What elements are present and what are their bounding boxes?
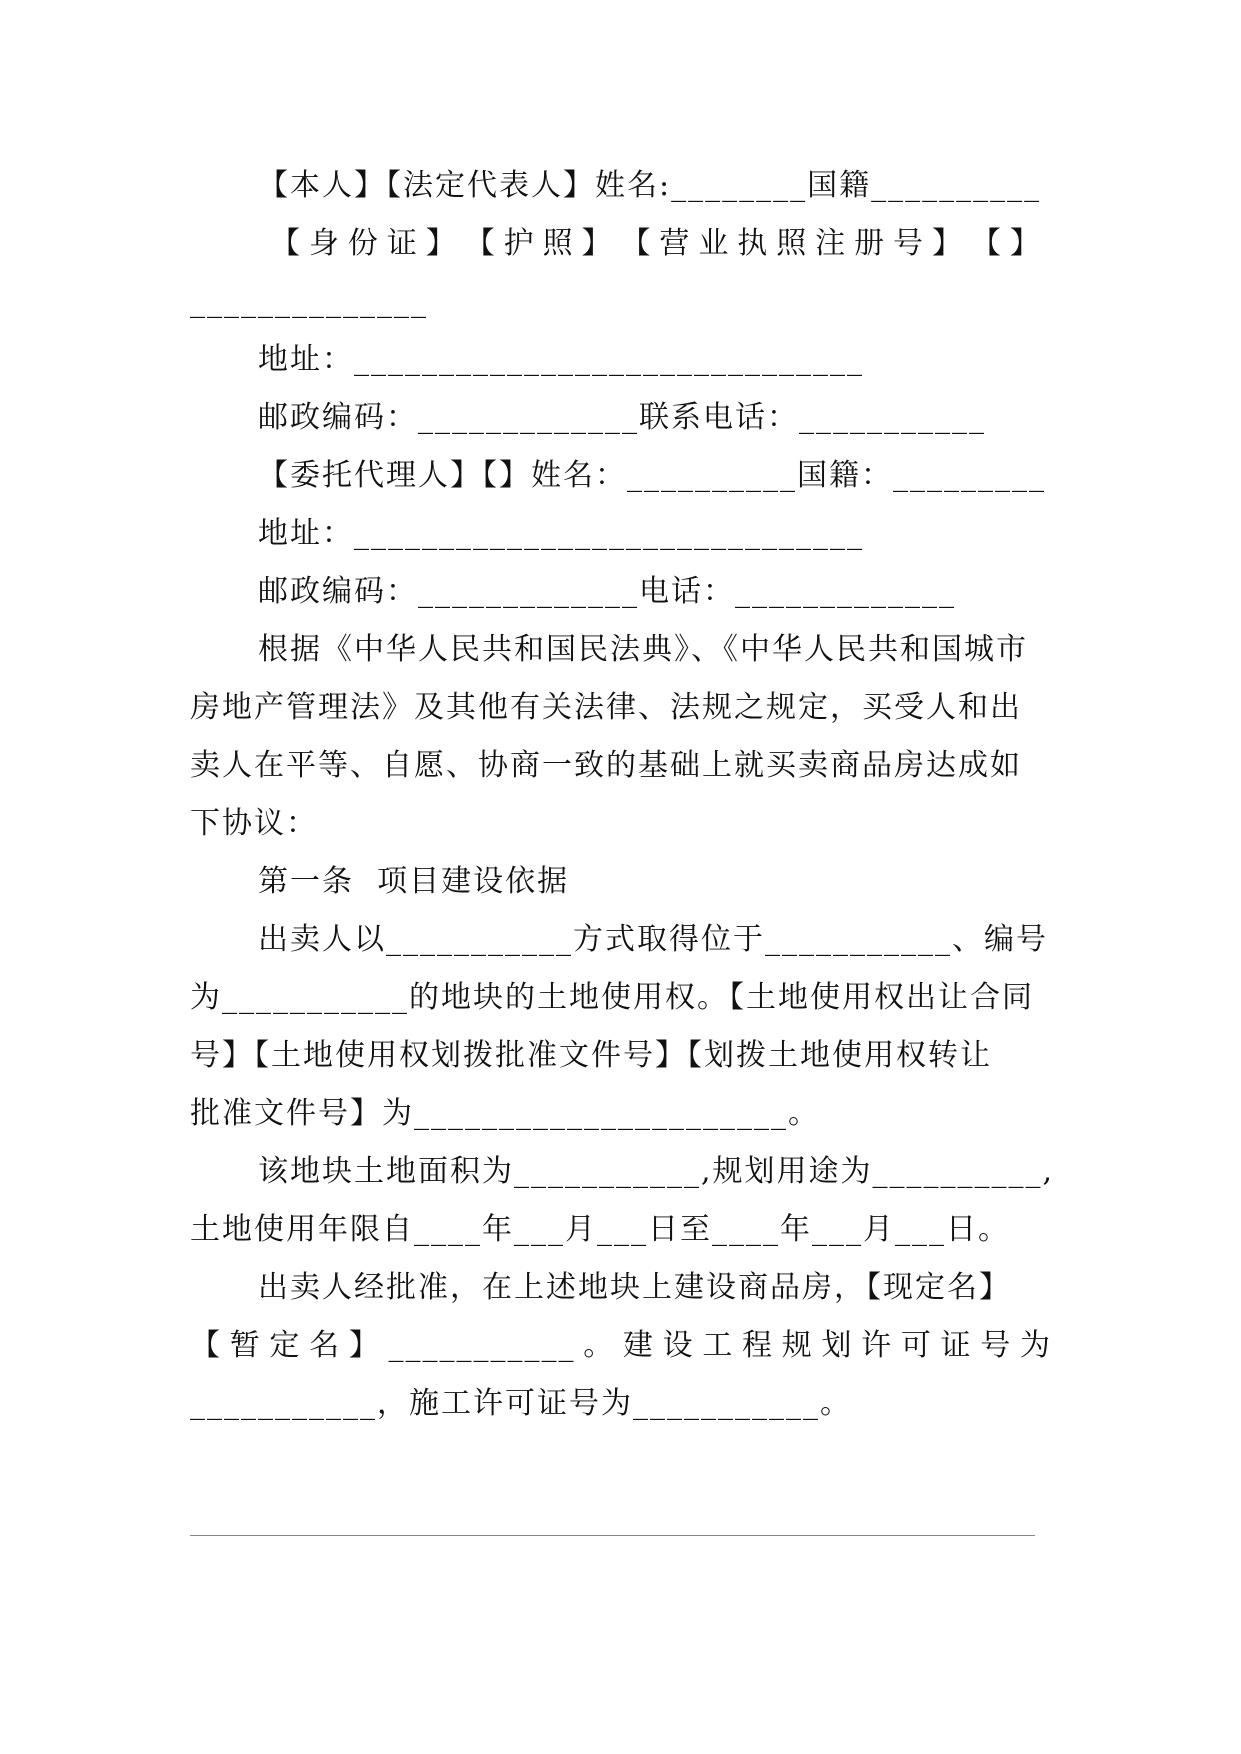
- l21-segment: 许: [861, 1328, 894, 1363]
- l2-segment: 照: [542, 226, 575, 261]
- l21-segment: 建: [622, 1328, 655, 1363]
- l21-segment: 为: [1019, 1328, 1052, 1363]
- l21-segment: 可: [900, 1328, 933, 1363]
- l2-segment: 】: [581, 226, 614, 261]
- article-1-para-1-line-3: 号】【土地使用权划拨批准文件号】【划拨土地使用权转让: [190, 1038, 992, 1073]
- l2-segment: 执: [737, 226, 770, 261]
- preamble-line-1: 根据《中华人民共和国民法典》、《中华人民共和国城市: [258, 632, 1028, 667]
- l21-segment: ___________: [388, 1328, 576, 1363]
- l21-segment: 定: [269, 1328, 302, 1363]
- article-1-para-3-line-2: [190, 1326, 1052, 1366]
- l21-segment: 规: [781, 1328, 814, 1363]
- l2-segment: 【: [620, 226, 653, 261]
- l21-segment: 程: [742, 1328, 775, 1363]
- preamble-line-3: 卖人在平等、自愿、协商一致的基础上就买卖商品房达成如: [190, 748, 1022, 783]
- l2-segment: 号: [893, 226, 925, 261]
- l21-segment: 证: [940, 1328, 973, 1363]
- footer-rule: [190, 1535, 1035, 1536]
- article-1-para-3-line-1: 出卖人经批准，在上述地块上建设商品房，【现定名】: [258, 1270, 1011, 1305]
- l2-segment: 【: [464, 226, 497, 261]
- agent-name-line: 【委托代理人】【】姓名：__________国籍：_________: [258, 458, 1046, 493]
- l21-segment: 【: [190, 1328, 222, 1363]
- id-document-type-line: [270, 224, 1042, 264]
- l2-segment: 照: [776, 226, 809, 261]
- l21-segment: 号: [980, 1328, 1013, 1363]
- l2-segment: 护: [503, 226, 536, 261]
- preamble-line-2: 房地产管理法》及其他有关法律、法规之规定，买受人和出: [190, 690, 1022, 725]
- l21-segment: 。: [583, 1328, 616, 1363]
- id-number-blank-line: ______________: [190, 284, 428, 319]
- article-1-para-1-line-4: 批准文件号】为______________________。: [190, 1096, 820, 1131]
- l2-segment: 【: [970, 226, 1003, 261]
- preamble-line-4: 下协议：: [190, 806, 318, 841]
- l21-segment: 工: [702, 1328, 735, 1363]
- l2-segment: 】: [425, 226, 458, 261]
- l21-segment: 划: [821, 1328, 854, 1363]
- l2-segment: 册: [854, 226, 887, 261]
- seller-address-line: 地址：______________________________: [258, 342, 864, 377]
- l21-segment: 名: [309, 1328, 342, 1363]
- l2-segment: 份: [347, 226, 380, 261]
- l2-segment: 证: [386, 226, 419, 261]
- article-1-para-2-line-2: 土地使用年限自____年___月___日至____年___月___日。: [190, 1212, 1010, 1247]
- agent-postcode-phone-line: 邮政编码：_____________电话：_____________: [258, 574, 956, 609]
- l2-segment: 】: [931, 226, 964, 261]
- l21-segment: 暂: [229, 1328, 262, 1363]
- l2-segment: 注: [815, 226, 848, 261]
- agent-address-line: 地址：______________________________: [258, 516, 864, 551]
- l2-segment: 【: [270, 226, 302, 261]
- l2-segment: 】: [1009, 226, 1042, 261]
- seller-name-line: 【本人】【法定代表人】姓名:________国籍__________: [258, 168, 1042, 203]
- article-1-para-2-line-1: 该地块土地面积为___________,规划用途为__________,: [258, 1154, 1055, 1189]
- l2-segment: 身: [308, 226, 341, 261]
- article-1-para-3-line-3: ___________，施工许可证号为___________。: [190, 1386, 852, 1421]
- l2-segment: 业: [698, 226, 731, 261]
- article-1-heading: 第一条 项目建设依据: [258, 864, 570, 899]
- article-1-para-1-line-2: 为___________的地块的土地使用权。【土地使用权出让合同: [190, 980, 1034, 1015]
- article-1-para-1-line-1: 出卖人以___________方式取得位于___________、编号: [258, 922, 1048, 957]
- l21-segment: 】: [348, 1328, 381, 1363]
- seller-postcode-phone-line: 邮政编码：_____________联系电话：___________: [258, 400, 986, 435]
- l21-segment: 设: [662, 1328, 695, 1363]
- l2-segment: 营: [659, 226, 692, 261]
